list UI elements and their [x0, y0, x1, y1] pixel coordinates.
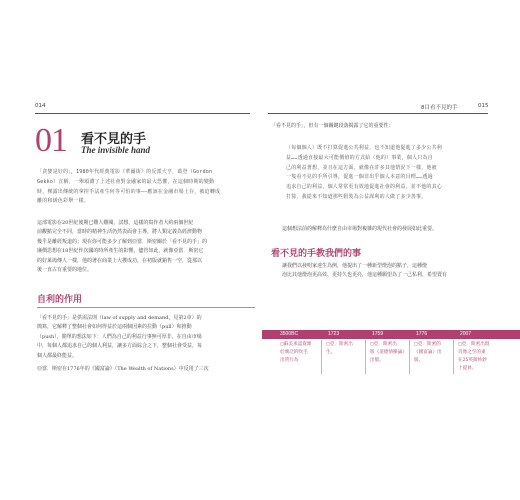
quote-line: 時，裸露出傳統的拿捏手法產生何等可怕的事——應該在金融市場上存，被迫轉成 — [37, 188, 221, 195]
quote-line: 追求自己的利益，個人常常更有效地促進社會的利益，並不他的其心 — [286, 184, 443, 191]
text-line: 的好萊塢傳人一樣，他的著在商業上大獲成功，在初版就銷售一空，從那以 — [37, 257, 203, 264]
quote-line: （每個個人）既不打算促進公共利益，也不知道他促進了多少公共利 — [286, 145, 443, 151]
timeline-year: 1723 — [328, 331, 340, 337]
right-paragraph-2 — [282, 262, 492, 281]
timeline-year: 3500BC — [280, 331, 299, 337]
running-head: 8目看不見的手 — [421, 105, 458, 111]
chapter-number: 01 — [35, 122, 67, 159]
section-heading-right: 看不見的手教我們的事 — [271, 249, 362, 259]
page-number-right: 015 — [478, 103, 489, 109]
timeline-entry — [414, 341, 452, 365]
quote-line: 「貪婪是好的」，1980年代經典電影《華爾街》的反派大亨，葛登（Gordon — [37, 169, 213, 175]
timeline-text: 版《道德情操論》 — [370, 350, 407, 355]
timeline-text: 在25英鎊紗鈔 — [458, 358, 487, 363]
timeline-text: ◻亞．斯密出 — [326, 342, 353, 347]
timeline-text: ◻亞．斯密的 — [414, 342, 441, 347]
header-rule-left — [35, 113, 250, 114]
quote-line: Gekko）宣稱，一舉頌讚了上述社會對金融家的最大恐懼，在這個時期的變動 — [37, 178, 215, 185]
timeline-text: ◻亞．斯密出現 — [458, 342, 490, 347]
text-line: 個人都最終能益。 — [37, 352, 78, 359]
right-paragraph-1: 這個想法前的解釋為什麼自由市場對複雜的現代社會的發展如此重要。 — [282, 226, 438, 232]
timeline-text: 出版。 — [370, 358, 384, 363]
timeline-text: 《國富論》出 — [414, 350, 442, 355]
timeline-year: 1776 — [416, 331, 428, 337]
quote-line: 一隻看不見的手所引導，促進一個非出乎個人本意的目標……透過 — [286, 174, 433, 181]
body-paragraph-1 — [37, 219, 255, 275]
timeline-text: 上提員。 — [458, 366, 477, 371]
text-line: 這部電影在20世紀後期已難人難閱，試想，這樣的寫作者大約兩個世紀 — [37, 220, 194, 226]
timeline-text: 生。 — [326, 350, 336, 355]
right-intro: 「看不見的手」，但有一個關鍵段落揭露了它的重要性： — [271, 123, 394, 129]
text-line: 泡比其他燈泡更高效、更持久也更亮，他這種願望為了一己私利，希望賣有 — [282, 272, 448, 279]
section-heading-left: 自利的作用 — [37, 295, 83, 305]
timeline-divider — [365, 340, 366, 374]
chapter-title: 看不見的手 — [81, 132, 147, 147]
quote-line: 益……透過直接最大可能價值的方式給（他的）事業，個人只為自 — [286, 154, 433, 161]
timeline-text: ◻蘇美承認資源 — [280, 342, 312, 347]
timeline-text: 版。 — [414, 358, 424, 363]
timeline-divider — [321, 340, 322, 374]
quote-line: 打算，我從來不知道那些假裝為公益謀利的人做了多少善事。 — [286, 193, 427, 200]
text-line: 中，每個人都追求自己的個人利益，讓多方面綜合之下，整個社會受益，每 — [37, 343, 203, 350]
text-line: 讓我們以發明家達生為例，他提出了一種新型燈泡的點子，這種燈 — [282, 263, 428, 269]
timeline-text: 於廣泛的吹毛 — [280, 350, 308, 355]
timeline-text: 肖像之至的東 — [458, 350, 486, 355]
text-line: 亞當．斯密在1776年的《國富論》（The Wealth of Nations）中反用了三次 — [37, 366, 209, 373]
quote-line: 離的和緩色彩舉一樣。 — [37, 198, 90, 205]
text-line: 廉價思想在18世紀作次國的時所產生的影響。儘管如此，就像亞當．斯密它 — [37, 248, 204, 255]
opening-quote — [37, 168, 255, 207]
timeline-divider — [453, 340, 454, 374]
timeline-year: 2007 — [460, 331, 472, 337]
timeline-entry — [458, 341, 502, 373]
smith-quote — [286, 144, 486, 203]
timeline-year: 1759 — [372, 331, 384, 337]
timeline-entry — [370, 341, 408, 365]
timeline-bar — [262, 330, 520, 339]
text-line: 後一直占有重要的地位。 — [37, 267, 93, 274]
page-number-left: 014 — [35, 103, 46, 109]
header-rule-right — [268, 113, 488, 114]
text-line: 幾乎是離經叛道的；現在你可能多少了解到亞當．斯密關於「看不見的手」的 — [37, 238, 208, 245]
body-paragraph-2 — [37, 314, 255, 374]
chapter-title-en: The invisible hand — [81, 145, 151, 155]
text-line: 「看不見的手」是供需法則（law of supply and demand，見第2章）的 — [37, 315, 202, 321]
text-line: （push），簡單的想法如下：人們為自己的利益行事無可厚非，在自由市場 — [37, 333, 202, 340]
text-line: 簡寫，它解釋了整個社會如何得益於這兩個因素的拉動（pull）和推動 — [37, 324, 192, 331]
timeline-entry — [280, 341, 320, 365]
section-rule-left — [37, 307, 255, 308]
timeline-text: 出貨行為 — [280, 358, 299, 363]
text-line: 前觀點完全不同，當時的精神生活仍然表面會主導，將人類定義為經濟動物 — [37, 229, 203, 236]
quote-line: 己的利益著想，並且在這方面，就像在許多其他情況下一樣，他被 — [286, 164, 437, 171]
timeline-text: ◻亞．斯密出 — [370, 342, 397, 347]
timeline-divider — [409, 340, 410, 374]
timeline-entry — [326, 341, 364, 357]
